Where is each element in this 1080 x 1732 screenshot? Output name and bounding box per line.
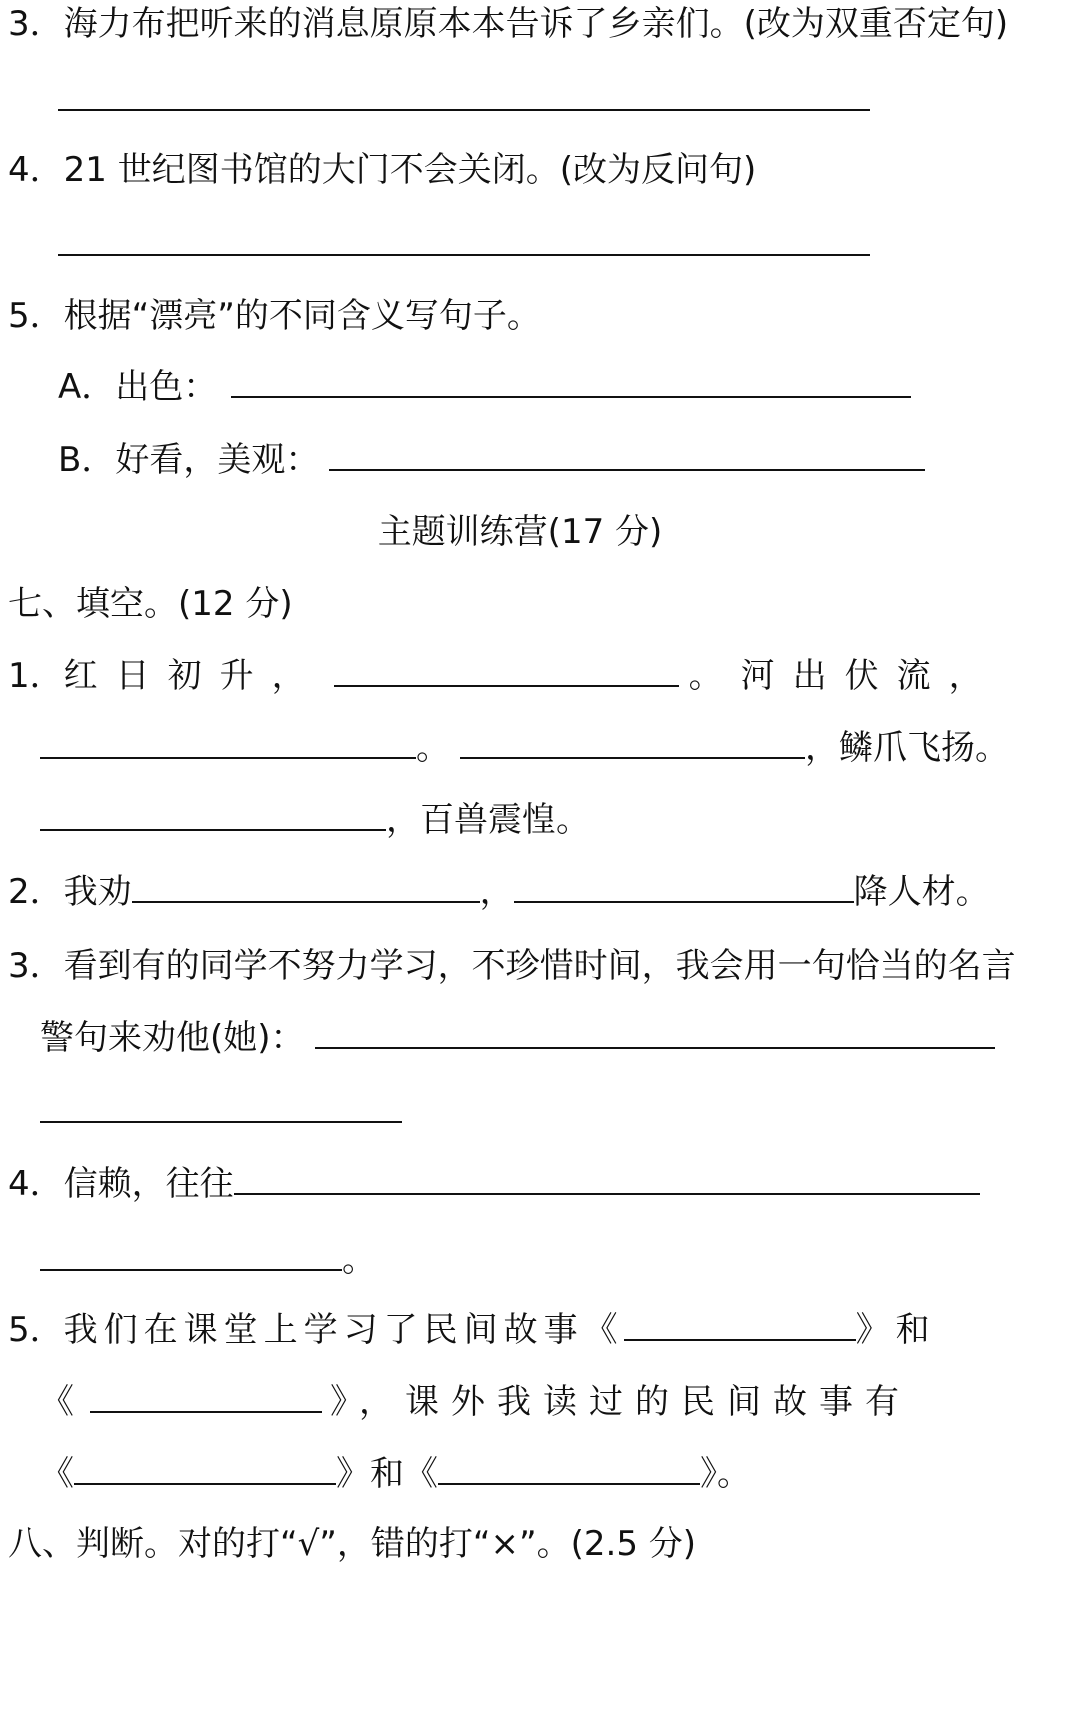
option-a xyxy=(58,367,911,407)
fill-question-5-cont xyxy=(40,1382,911,1422)
question-text: ，鳞爪飞扬。 xyxy=(805,728,1009,768)
question-text: 》。 xyxy=(700,1454,751,1494)
question-text: 21 世纪图书馆的大门不会关闭。(改为反问句) xyxy=(63,150,757,190)
fill-question-3 xyxy=(8,946,1016,986)
fill-question-1-end xyxy=(40,800,590,840)
question-number: 2． xyxy=(8,872,64,912)
answer-blank[interactable] xyxy=(315,1019,995,1049)
question-text: ，百兽震惶。 xyxy=(386,800,590,840)
fill-question-5-end xyxy=(40,1454,751,1494)
answer-blank[interactable] xyxy=(624,1311,856,1341)
question-text: 降人材。 xyxy=(853,872,990,912)
question-number: 1． xyxy=(8,656,64,696)
answer-line[interactable] xyxy=(40,1092,402,1132)
part-8-heading: 八、判断。对的打“√”，错的打“×”。(2.5 分) xyxy=(8,1524,697,1564)
answer-blank[interactable] xyxy=(329,441,925,471)
question-text: 红日初升， xyxy=(63,656,324,696)
answer-line[interactable] xyxy=(58,80,870,120)
question-text: 海力布把听来的消息原原本本告诉了乡亲们。(改为双重否定句) xyxy=(63,4,1009,44)
answer-blank[interactable] xyxy=(132,873,480,903)
fill-question-5 xyxy=(8,1310,936,1350)
question-number: 3． xyxy=(8,4,64,44)
question-5-sentences xyxy=(8,296,541,336)
answer-blank[interactable] xyxy=(334,657,679,687)
question-text: 。 xyxy=(416,728,450,768)
question-4-rewrite xyxy=(8,150,756,190)
answer-blank[interactable] xyxy=(40,729,416,759)
answer-blank[interactable] xyxy=(40,801,386,831)
answer-blank[interactable] xyxy=(460,729,805,759)
answer-blank[interactable] xyxy=(234,1165,980,1195)
question-number: 5． xyxy=(8,296,64,336)
question-number: 4． xyxy=(8,150,64,190)
question-text: 。河出伏流， xyxy=(688,656,1001,696)
answer-blank[interactable] xyxy=(438,1455,700,1485)
option-label: B．好看，美观： xyxy=(58,440,320,480)
question-text: 。 xyxy=(342,1240,376,1280)
question-text: 信赖，往往 xyxy=(63,1164,234,1204)
fill-question-4-cont xyxy=(40,1240,376,1280)
answer-blank[interactable] xyxy=(90,1383,322,1413)
answer-blank[interactable] xyxy=(514,873,854,903)
question-number: 5． xyxy=(8,1310,64,1350)
fill-question-3-cont xyxy=(40,1018,995,1058)
answer-blank[interactable] xyxy=(40,1241,342,1271)
part-7-heading: 七、填空。(12 分) xyxy=(8,584,293,624)
fill-question-1-cont xyxy=(40,728,1009,768)
question-text: 《 xyxy=(40,1454,74,1494)
question-text: 》和 xyxy=(855,1310,936,1350)
question-text: 》，课外我读过的民间故事有 xyxy=(330,1382,911,1422)
fill-question-4 xyxy=(8,1164,980,1204)
section-title: 主题训练营(17 分) xyxy=(377,512,663,552)
question-text: 看到有的同学不努力学习，不珍惜时间，我会用一句恰当的名言 xyxy=(63,946,1016,986)
fill-question-2 xyxy=(8,872,990,912)
option-label: A．出色： xyxy=(58,367,218,407)
question-text: 《 xyxy=(40,1382,74,1422)
question-text: 我们在课堂上学习了民间故事《 xyxy=(63,1310,624,1350)
question-text: 》和《 xyxy=(336,1454,438,1494)
answer-blank[interactable] xyxy=(74,1455,336,1485)
answer-blank[interactable] xyxy=(231,368,911,398)
question-text: ， xyxy=(479,872,514,912)
answer-line[interactable] xyxy=(58,225,870,265)
question-text: 根据“漂亮”的不同含义写句子。 xyxy=(63,296,541,336)
question-number: 4． xyxy=(8,1164,64,1204)
question-3-rewrite xyxy=(8,4,1008,44)
fill-question-1 xyxy=(8,656,1001,696)
question-text: 警句来劝他(她)： xyxy=(40,1018,305,1058)
question-text: 我劝 xyxy=(63,872,132,912)
question-number: 3． xyxy=(8,946,64,986)
option-b xyxy=(58,440,925,480)
